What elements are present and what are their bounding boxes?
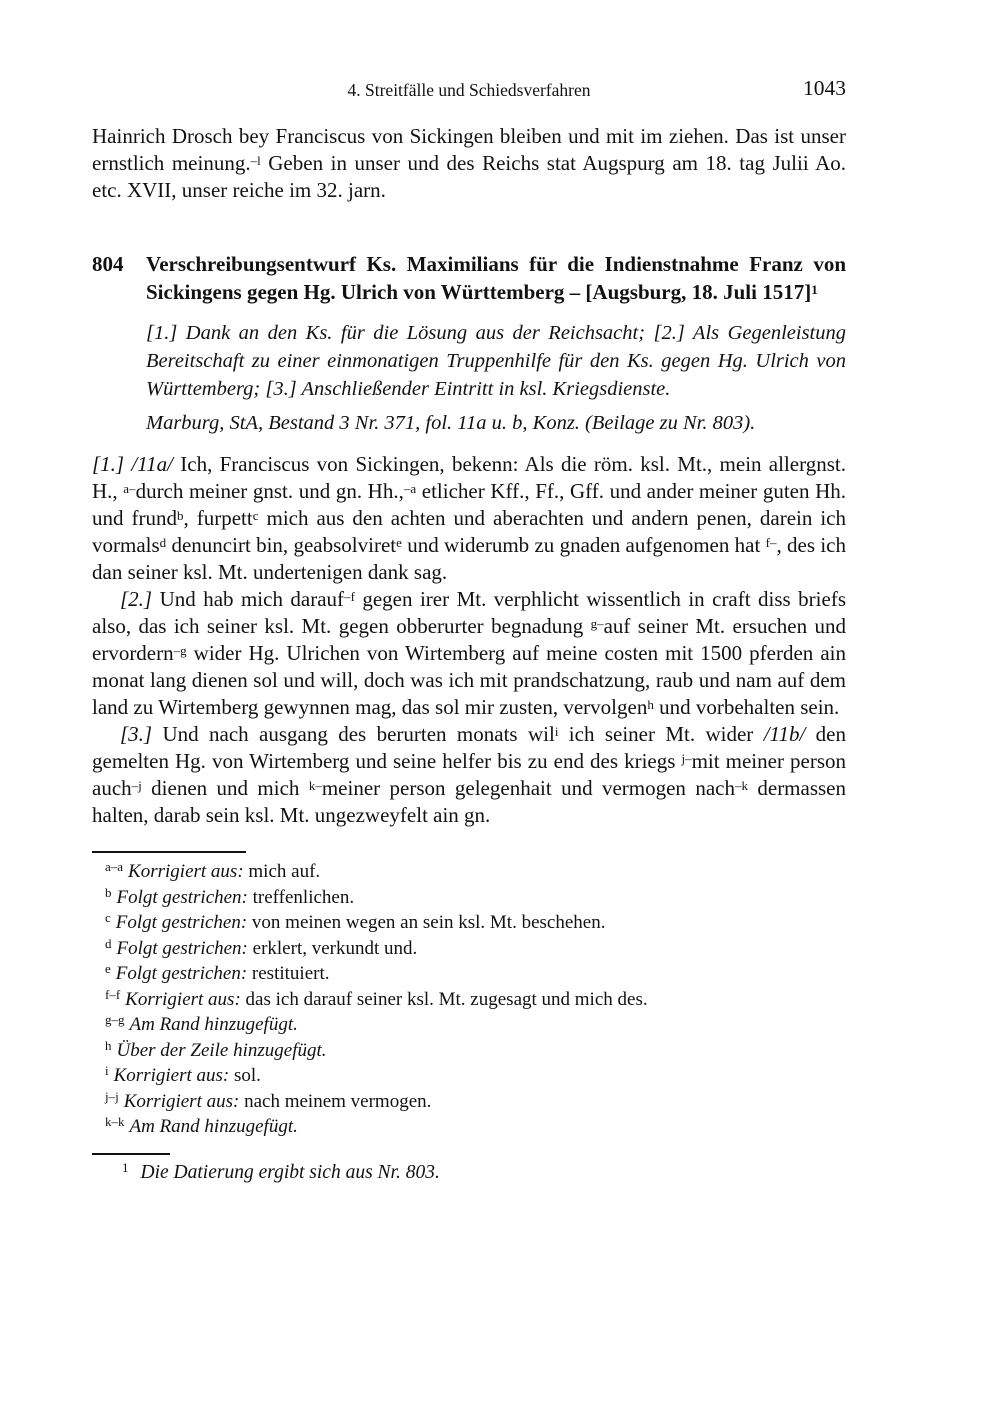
apparatus-text: Folgt gestrichen: erklert, verkundt und. (116, 937, 418, 959)
entry-heading (92, 250, 846, 306)
apparatus-item (92, 886, 846, 912)
apparatus-marker: h (105, 1037, 112, 1053)
entry-number: 804 (92, 252, 124, 276)
apparatus-text: Korrigiert aus: mich auf. (128, 861, 321, 882)
apparatus-item (92, 1064, 846, 1090)
apparatus-text: Korrigiert aus: sol. (113, 1065, 261, 1086)
footnote-divider-rule (92, 1153, 170, 1155)
apparatus-marker: c (105, 910, 111, 925)
apparatus-marker: a–a (105, 859, 124, 874)
apparatus-marker: e (105, 961, 111, 976)
apparatus-item (92, 860, 846, 886)
running-header (92, 76, 846, 102)
apparatus-marker: g–g (105, 1012, 125, 1027)
apparatus-text: Über der Zeile hinzugefügt. (116, 1039, 327, 1061)
apparatus-text: Am Rand hinzugefügt. (129, 1116, 298, 1137)
apparatus-text: Korrigiert aus: das ich darauf seiner ksl. Mt. zugesagt und mich des. (125, 988, 648, 1010)
footnote-item (92, 1160, 846, 1186)
apparatus-marker: j–j (105, 1088, 119, 1104)
body-paragraph-3: [3.] Und nach ausgang des berurten monats wil$^i$ ich seiner Mt. wider /11b/ den gemelten Hg. von Wirtemberg und seine helfer bis zu end des kriegs $^{j-}$mit meiner person auch$^{-j}$ dienen und mich $^{k-}$meiner person gelegenhait und vermogen nach$^{-k}$ dermassen halten, darab sein ksl. Mt. ungezweyfelt ain gn. (92, 722, 847, 827)
body-paragraph-1: [1.] /11a/ Ich, Franciscus von Sickingen, bekenn: Als die röm. ksl. Mt., mein allergnst. H., $^{a-}$durch meiner gnst. und gn. Hh.,$^{-a}$ etlicher Kff., Ff., Gff. und ander meiner guten Hh. und frund$^b$, furpett$^c$ mich aus den achten und aberachten und andern penen, darein ich vormals$^d$ denuncirt bin, geabsolviret$^e$ und widerumb zu gnaden aufgenomen hat $^{f-}$, des ich dan seiner ksl. Mt. undertenigen dank sag. (92, 452, 846, 584)
apparatus-item (92, 1115, 846, 1141)
apparatus-list (92, 860, 846, 1141)
apparatus-item (92, 911, 846, 937)
entry-source-line: Marburg, StA, Bestand 3 Nr. 371, fol. 11a u. b, Konz. (Beilage zu Nr. 803). (146, 412, 756, 434)
apparatus-item (92, 1013, 846, 1039)
apparatus-marker: i (105, 1063, 109, 1078)
apparatus-item (92, 1039, 846, 1065)
footnote-text: Die Datierung ergibt sich aus Nr. 803. (140, 1161, 440, 1183)
footnote-marker: 1 (122, 1159, 129, 1175)
entry-title: Verschreibungsentwurf Ks. Maximilians für die Indienstnahme Franz von Sickingens gegen Hg. Ulrich von Württemberg – [Augsburg, 18. Juli 1517]$^1$ (146, 252, 846, 304)
running-header-section: 4. Streitfälle und Schiedsverfahren (347, 80, 591, 100)
apparatus-divider-rule (92, 851, 246, 853)
apparatus-marker: d (105, 935, 112, 951)
page-number: 1043 (803, 76, 846, 100)
apparatus-marker: b (105, 884, 112, 900)
apparatus-marker: k–k (105, 1114, 125, 1129)
apparatus-item (92, 937, 846, 963)
apparatus-text: Folgt gestrichen: von meinen wegen an sein ksl. Mt. beschehen. (115, 912, 606, 933)
text-block (92, 0, 846, 1186)
apparatus-item (92, 988, 846, 1014)
apparatus-item (92, 962, 846, 988)
apparatus-marker: f–f (105, 986, 121, 1002)
apparatus-text: Korrigiert aus: nach meinem vermogen. (123, 1090, 432, 1112)
entry-summary: [1.] Dank an den Ks. für die Lösung aus der Reichsacht; [2.] Als Gegenleistung Bereitschaft zu einer einmonatigen Truppenhilfe für den Ks. gegen Hg. Ulrich von Württemberg; [3.] Anschließender Eintritt in ksl. Kriegsdienste. (146, 322, 846, 400)
apparatus-text: Folgt gestrichen: treffenlichen. (116, 886, 355, 908)
apparatus-text: Folgt gestrichen: restituiert. (115, 963, 330, 984)
apparatus-item (92, 1090, 846, 1116)
apparatus-text: Am Rand hinzugefügt. (129, 1014, 298, 1035)
continuation-paragraph: Hainrich Drosch bey Franciscus von Sickingen bleiben und mit im ziehen. Das ist unser ernstlich meinung.$^{-l}$ Geben in unser und des Reichs stat Augspurg am 18. tag Julii Ao. etc. XVII, unser reiche im 32. jarn. (92, 124, 846, 202)
body-paragraph-2: [2.] Und hab mich darauf$^{-f}$ gegen irer Mt. verphlicht wissentlich in craft diss briefs also, das ich seiner ksl. Mt. gegen obberurter begnadung $^{g-}$auf seiner Mt. ersuchen und ervordern$^{-g}$ wider Hg. Ulrichen von Wirtemberg auf meine costen mit 1500 pferden ain monat lang dienen sol und will, doch was ich mit prandschatzung, raub und nam auf dem land zu Wirtemberg gewynnen mag, das sol mir zusten, vervolgen$^h$ und vorbehalten sein. (92, 587, 846, 719)
